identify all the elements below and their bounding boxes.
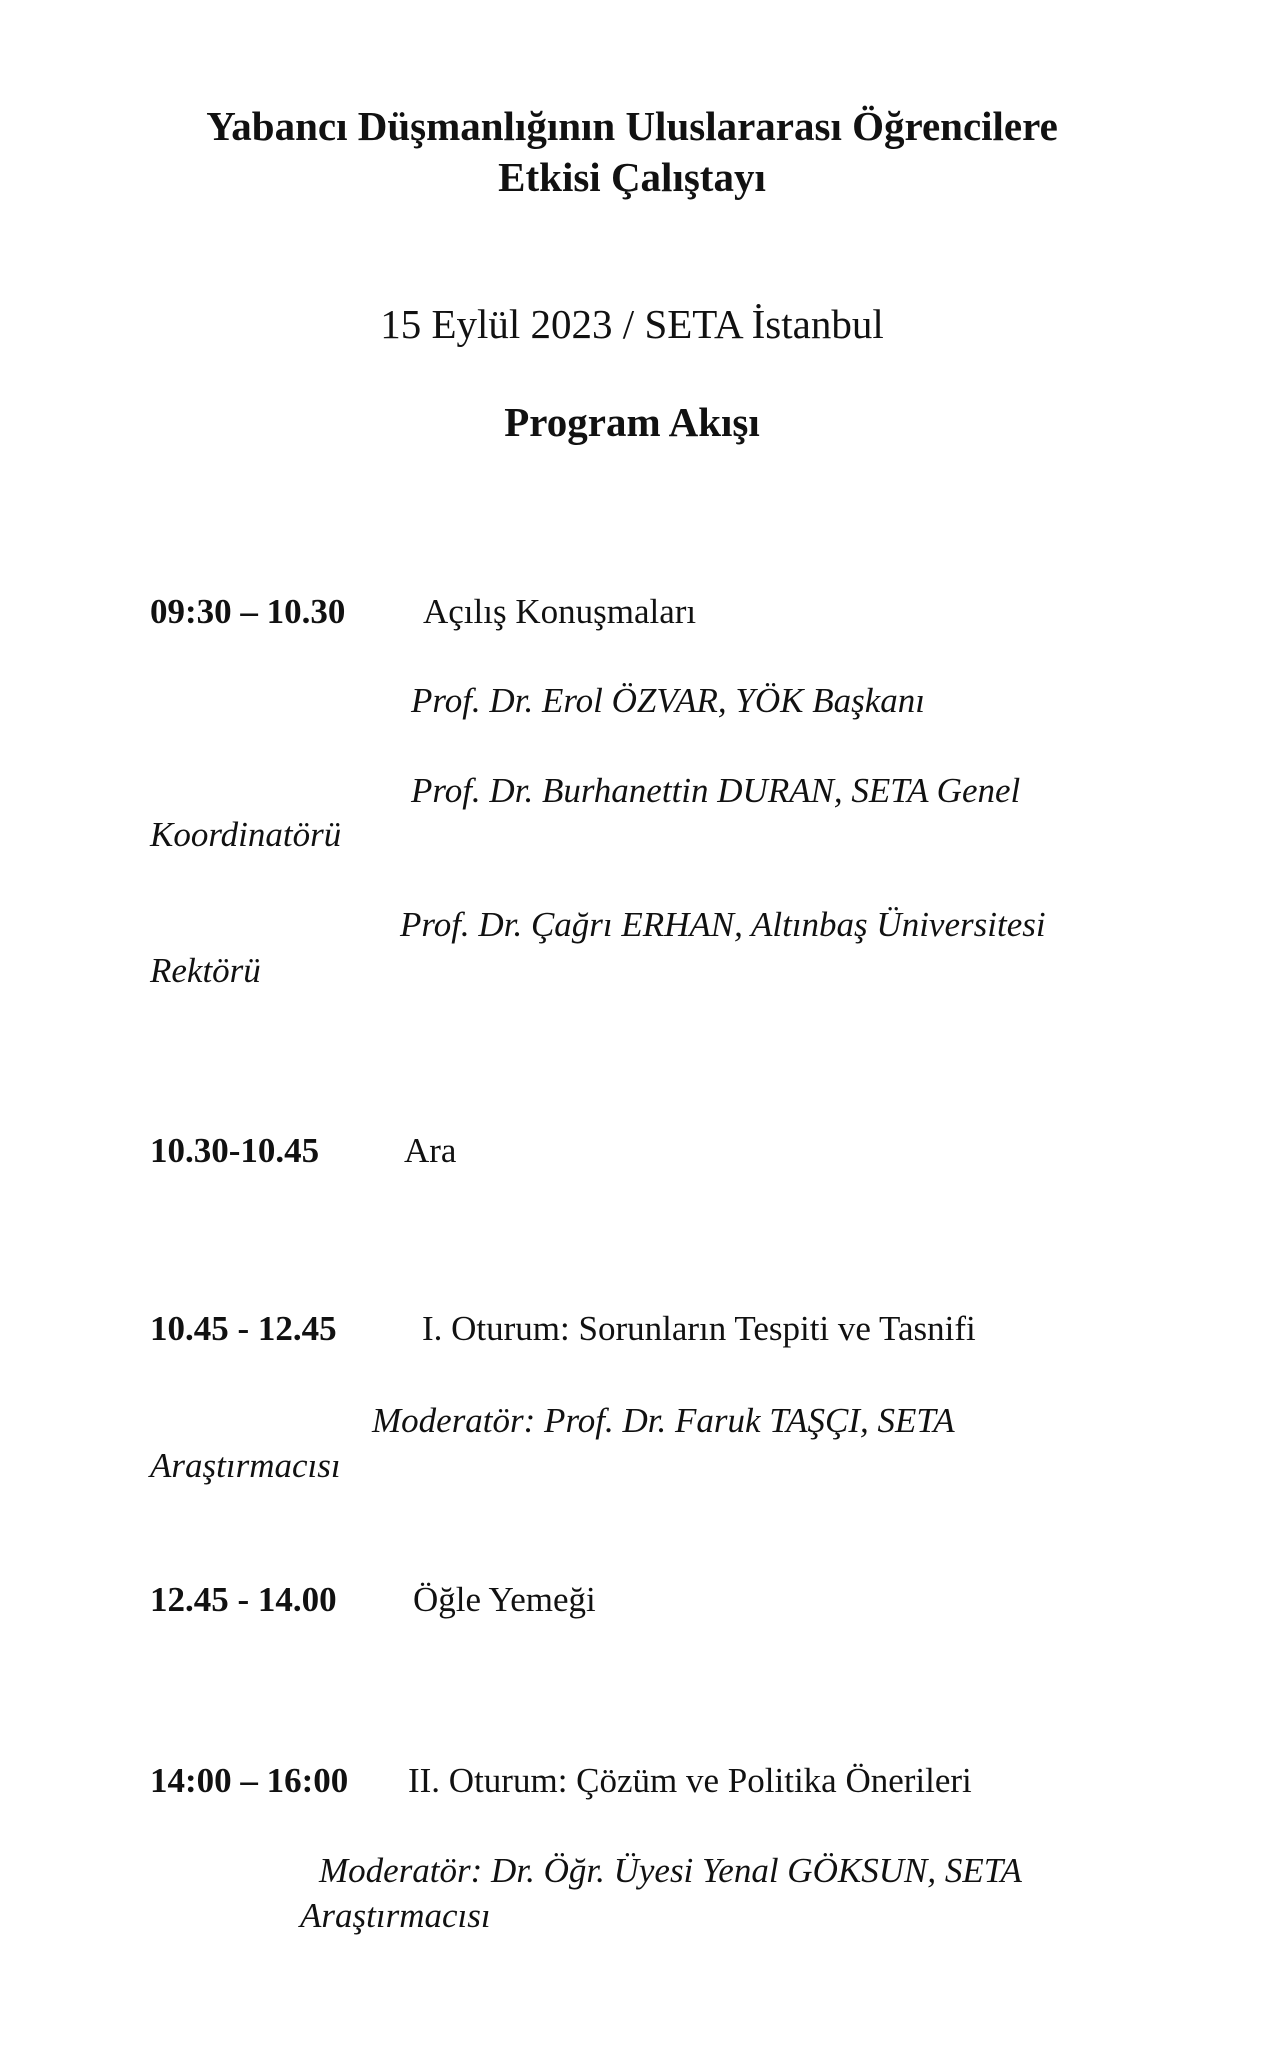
session1-title: I. Oturum: Sorunların Tespiti ve Tasnifi [422, 1309, 976, 1348]
program-heading: Program Akışı [504, 399, 760, 445]
opening-speaker-3-line2: Rektörü [150, 951, 261, 990]
lunch-time: 12.45 - 14.00 [150, 1580, 337, 1619]
break-time: 10.30-10.45 [150, 1131, 320, 1170]
session1-time: 10.45 - 12.45 [150, 1309, 337, 1348]
session1-moderator-line2: Araştırmacısı [150, 1446, 341, 1485]
opening-speaker-1: Prof. Dr. Erol ÖZVAR, YÖK Başkanı [411, 681, 925, 720]
lunch-title: Öğle Yemeği [413, 1580, 596, 1619]
session1-moderator-line1: Moderatör: Prof. Dr. Faruk TAŞÇI, SETA [372, 1401, 955, 1440]
break-title: Ara [404, 1131, 457, 1170]
date-venue: 15 Eylül 2023 / SETA İstanbul [380, 301, 884, 347]
session2-title: II. Oturum: Çözüm ve Politika Önerileri [408, 1761, 972, 1800]
opening-speaker-2-line2: Koordinatörü [150, 815, 342, 854]
session2-moderator-line1: Moderatör: Dr. Öğr. Üyesi Yenal GÖKSUN, SETA [319, 1851, 1022, 1890]
session2-moderator-line2: Araştırmacısı [300, 1896, 491, 1935]
opening-speaker-3-line1: Prof. Dr. Çağrı ERHAN, Altınbaş Üniversitesi [400, 905, 1046, 944]
opening-speaker-2-line1: Prof. Dr. Burhanettin DURAN, SETA Genel [411, 771, 1021, 810]
session2-time: 14:00 – 16:00 [150, 1761, 349, 1800]
workshop-title-line1: Yabancı Düşmanlığının Uluslararası Öğrencilere [206, 103, 1058, 149]
workshop-title-line2: Etkisi Çalıştayı [498, 154, 766, 200]
opening-title: Açılış Konuşmaları [423, 592, 697, 631]
opening-time: 09:30 – 10.30 [150, 592, 346, 631]
